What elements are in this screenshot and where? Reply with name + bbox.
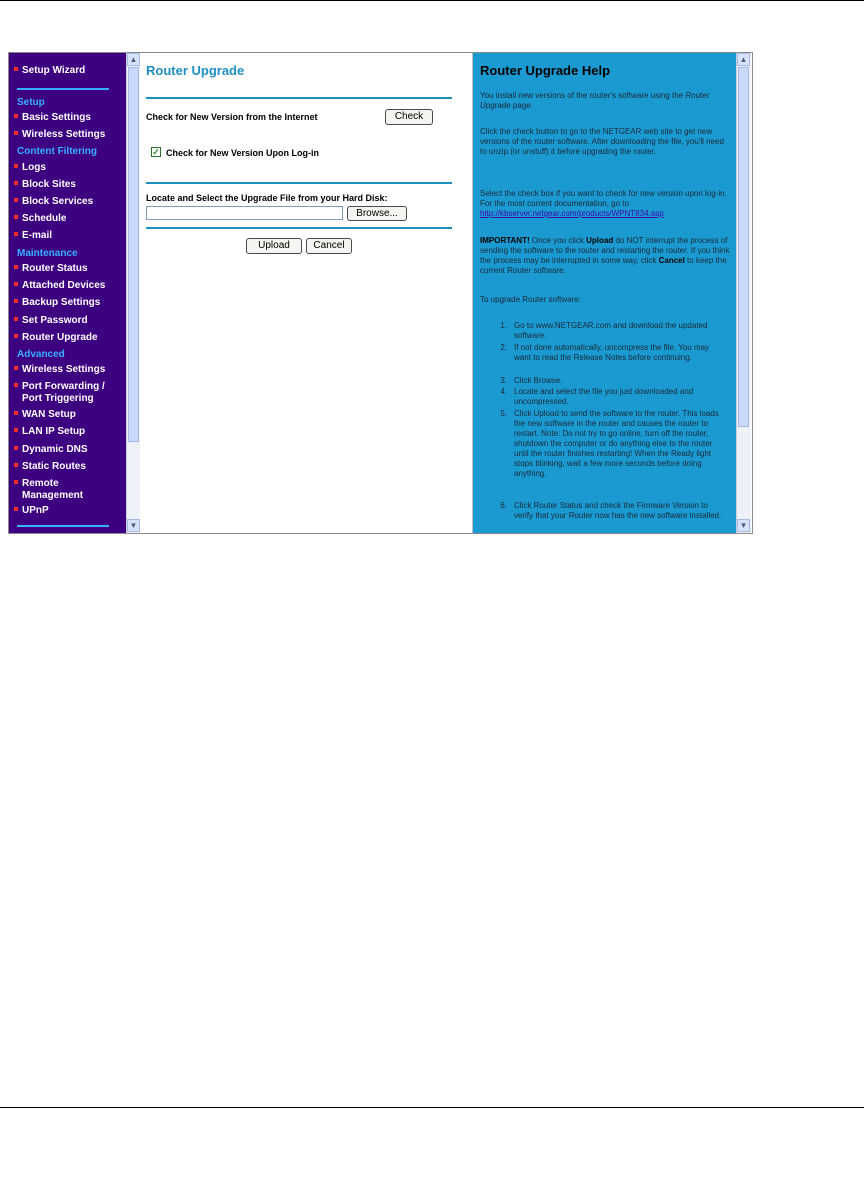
bullet-icon [14, 334, 18, 338]
sidebar-item-attached-devices[interactable]: Attached Devices [14, 280, 105, 292]
sidebar-item-router-status[interactable]: Router Status [14, 263, 88, 275]
sidebar-item-backup-settings[interactable]: Backup Settings [14, 297, 100, 309]
sidebar-item-dynamic-dns[interactable]: Dynamic DNS [14, 444, 88, 456]
sidebar-item-router-upgrade[interactable]: Router Upgrade [14, 332, 98, 344]
help-panel: Router Upgrade Help You install new versions of the router's software using the Router Upgrade page. Click the check button to go to the NETGEAR web site to get new versions of the router software. After downloading the file, you'll need to unzip (or unstuff) it before upgrading the router. Select the check box if you want to check for new version upon log-in. For the most current documentation, go to http://kbserver.netgear.com/products/WPNT834.asp IMPORTANT! Once you click Upload do NOT interrupt the process of sending the software to the router and restarting the router. If you think the process may be interrupted in some way, click Cancel to keep the current Router software. To upgrade Router software: 1. Go to www.NETGEAR.com and download the updated software. 2. If not done automatically, uncompress the file. You may want to read the Release Notes before continuing. 3. Click Browse. 4. Locate and select the file you just downloaded and uncompressed. 5. Click Upload to send the software to the router. This loads the new software in the router and causes the router to restart. Note: Do not try to go online, turn off the router, shutdown the computer or do anything else to the router until the router finishes restarting! When the Ready light stops blinking, wait a few more seconds before doing anything. 6. Click Router Status and check the Firmware Version to verify that your Router now has the new software installed. [473, 53, 736, 533]
sidebar-nav [9, 53, 126, 533]
sidebar-item-email[interactable]: E-mail [14, 230, 52, 242]
bullet-icon [14, 383, 18, 387]
bullet-icon [14, 411, 18, 415]
documentation-link[interactable]: http://kbserver.netgear.com/products/WPNT834.asp [480, 209, 664, 218]
bullet-icon [14, 215, 18, 219]
upgrade-file-input[interactable] [146, 206, 343, 220]
check-button[interactable]: Check [385, 109, 433, 125]
browser-frame [8, 52, 753, 534]
section-divider [146, 97, 452, 99]
help-scroll-thumb[interactable] [738, 67, 749, 427]
nav-scroll-thumb[interactable] [128, 67, 139, 442]
scroll-up-icon[interactable]: ▲ [127, 53, 140, 66]
sidebar-item-upnp[interactable]: UPnP [14, 505, 49, 517]
sidebar-item-remote-management[interactable]: Remote Management [14, 478, 92, 502]
nav-divider [17, 88, 109, 90]
check-internet-label: Check for New Version from the Internet [146, 112, 318, 122]
sidebar-item-set-password[interactable]: Set Password [14, 315, 88, 327]
sidebar-item-block-services[interactable]: Block Services [14, 196, 93, 208]
bullet-icon [14, 317, 18, 321]
check-on-login-label: Check for New Version Upon Log-in [166, 148, 320, 158]
page-top-rule [0, 0, 864, 1]
nav-heading-content-filtering: Content Filtering [17, 146, 97, 157]
bullet-icon [14, 282, 18, 286]
sidebar-item-advanced-wireless-settings[interactable]: Wireless Settings [14, 364, 105, 376]
scroll-up-icon[interactable]: ▲ [737, 53, 750, 66]
nav-heading-setup: Setup [17, 97, 45, 108]
sidebar-item-logs[interactable]: Logs [14, 162, 46, 174]
bullet-icon [14, 366, 18, 370]
bullet-icon [14, 428, 18, 432]
bullet-icon [14, 67, 18, 71]
bullet-icon [14, 446, 18, 450]
bullet-icon [14, 181, 18, 185]
bullet-icon [14, 299, 18, 303]
bullet-icon [14, 463, 18, 467]
bullet-icon [14, 164, 18, 168]
sidebar-item-port-forwarding[interactable]: Port Forwarding / Port Triggering [14, 381, 112, 405]
browse-button[interactable]: Browse... [347, 206, 407, 221]
bullet-icon [14, 507, 18, 511]
nav-heading-maintenance: Maintenance [17, 248, 78, 259]
locate-file-label: Locate and Select the Upgrade File from your Hard Disk: [146, 193, 388, 203]
sidebar-item-basic-settings[interactable]: Basic Settings [14, 112, 91, 124]
nav-divider [17, 525, 109, 527]
sidebar-item-lan-ip-setup[interactable]: LAN IP Setup [14, 426, 85, 438]
sidebar-item-wan-setup[interactable]: WAN Setup [14, 409, 76, 421]
help-title: Router Upgrade Help [480, 63, 611, 78]
help-paragraph: Select the check box if you want to check for new version upon log-in. For the most current documentation, go to http://kbserver.netgear.com/products/WPNT834.asp [480, 189, 727, 218]
help-scrollbar[interactable] [736, 53, 751, 533]
help-paragraph: Click the check button to go to the NETGEAR web site to get new versions of the router software. After downloading the file, you'll need to unzip (or unstuff) it before upgrading the router. [480, 127, 724, 156]
bullet-icon [14, 131, 18, 135]
cancel-button[interactable]: Cancel [306, 238, 352, 254]
sidebar-item-block-sites[interactable]: Block Sites [14, 179, 76, 191]
sidebar-item-static-routes[interactable]: Static Routes [14, 461, 86, 473]
upload-button[interactable]: Upload [246, 238, 302, 254]
help-important-paragraph: IMPORTANT! Once you click Upload do NOT interrupt the process of sending the software to the router and restarting the router. If you think the process may be interrupted in some way, click Cancel to keep the current Router software. [480, 236, 730, 275]
bullet-icon [14, 265, 18, 269]
bullet-icon [14, 114, 18, 118]
section-divider [146, 182, 452, 184]
scroll-down-icon[interactable]: ▼ [737, 519, 750, 532]
sidebar-item-wireless-settings[interactable]: Wireless Settings [14, 129, 105, 141]
page-bottom-rule [0, 1107, 864, 1108]
scroll-down-icon[interactable]: ▼ [127, 519, 140, 532]
page-title: Router Upgrade [146, 63, 245, 78]
bullet-icon [14, 232, 18, 236]
bullet-icon [14, 198, 18, 202]
help-paragraph: To upgrade Router software: [480, 295, 581, 304]
nav-heading-advanced: Advanced [17, 349, 65, 360]
sidebar-item-setup-wizard[interactable]: Setup Wizard [14, 65, 85, 77]
main-content [140, 53, 472, 533]
check-on-login-checkbox[interactable]: ✓ [152, 147, 160, 157]
help-paragraph: You install new versions of the router's software using the Router Upgrade page. [480, 91, 710, 110]
section-divider [146, 227, 452, 229]
bullet-icon [14, 480, 18, 484]
nav-scrollbar[interactable] [126, 53, 140, 533]
sidebar-item-schedule[interactable]: Schedule [14, 213, 66, 225]
